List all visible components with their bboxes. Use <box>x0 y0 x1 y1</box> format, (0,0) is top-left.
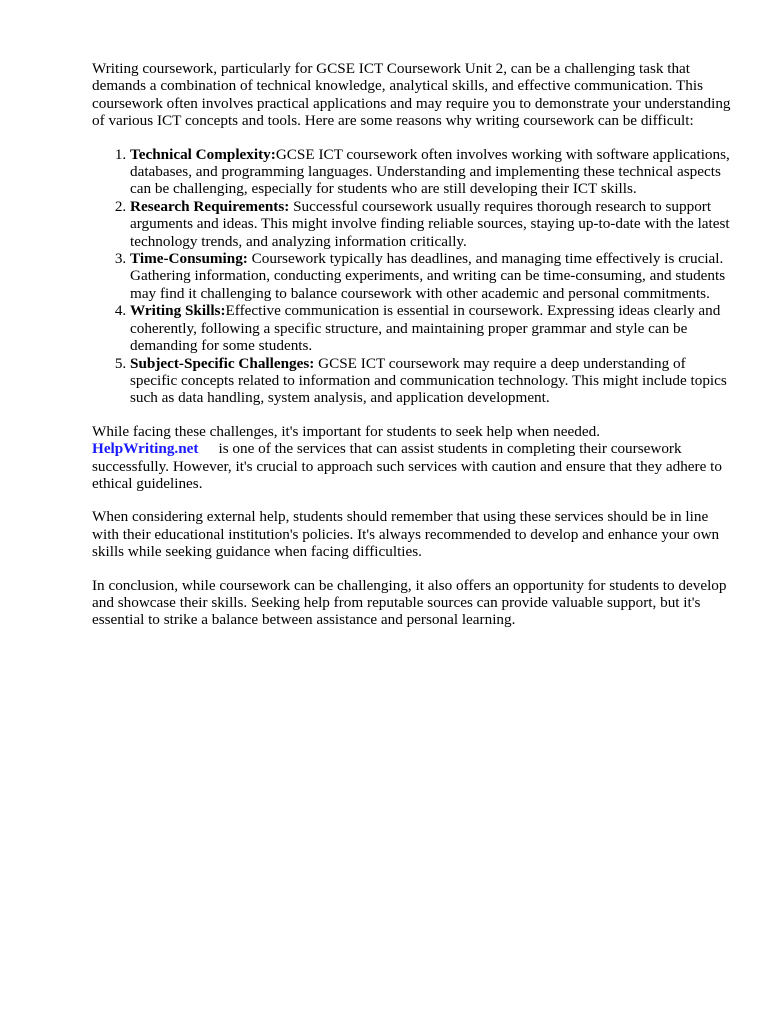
help-paragraph <box>92 423 732 493</box>
list-item <box>130 146 732 198</box>
help-paragraph-rest: is one of the services that can assist students in completing their coursework successfully. However, it's crucial to approach such services with caution and ensure that they adhere to ethical guidelines. <box>92 440 722 492</box>
list-item-term: Subject-Specific Challenges: <box>130 354 315 372</box>
help-paragraph-lead: While facing these challenges, it's important for students to seek help when needed. <box>92 422 600 440</box>
list-item-term: Writing Skills: <box>130 302 226 320</box>
list-item-term: Technical Complexity: <box>130 145 276 163</box>
conclusion-paragraph: In conclusion, while coursework can be challenging, it also offers an opportunity for students to develop and showcase their skills. Seeking help from reputable sources can provide valuable support, but it's essential to strike a balance between assistance and personal learning. <box>92 576 727 629</box>
helpwriting-link[interactable]: HelpWriting.net <box>92 440 199 458</box>
intro-paragraph: Writing coursework, particularly for GCSE ICT Coursework Unit 2, can be a challenging task that demands a combination of technical knowledge, analytical skills, and effective communication. This coursework often involves practical applications and may require you to demonstrate your understanding of various ICT concepts and tools. Here are some reasons why writing coursework can be difficult: <box>92 60 731 130</box>
document-page <box>92 60 732 645</box>
list-item <box>130 302 732 354</box>
list-item-text: GCSE ICT coursework often involves working with software applications, databases, and programming languages. Understanding and implementing these technical aspects can be challenging, especially for students who are still developing their ICT skills. <box>130 145 730 198</box>
list-item-text: Effective communication is essential in coursework. Expressing ideas clearly and coherently, following a specific structure, and maintaining proper grammar and style can be demanding for some students. <box>130 302 721 355</box>
list-item <box>130 250 732 302</box>
reasons-list <box>92 146 732 407</box>
list-item <box>130 198 732 250</box>
list-item-term: Time-Consuming: <box>130 250 248 268</box>
list-item-text: Successful coursework usually requires thorough research to support arguments and ideas. This might involve finding reliable sources, staying up-to-date with the latest technology trends, and analyzing information critically. <box>130 197 730 250</box>
list-item-term: Research Requirements: <box>130 197 290 215</box>
list-item-text: Coursework typically has deadlines, and managing time effectively is crucial. Gathering information, conducting experiments, and writing can be time-consuming, and students may find it challenging to balance coursework with other academic and personal commitments. <box>130 250 726 302</box>
list-item <box>130 355 732 407</box>
list-item-text: GCSE ICT coursework may require a deep understanding of specific concepts related to information and communication technology. This might include topics such as data handling, system analysis, and application development. <box>130 354 727 407</box>
external-help-paragraph: When considering external help, students should remember that using these services should be in line with their educational institution's policies. It's always recommended to develop and enhance your own skills while seeking guidance when facing difficulties. <box>92 508 720 561</box>
